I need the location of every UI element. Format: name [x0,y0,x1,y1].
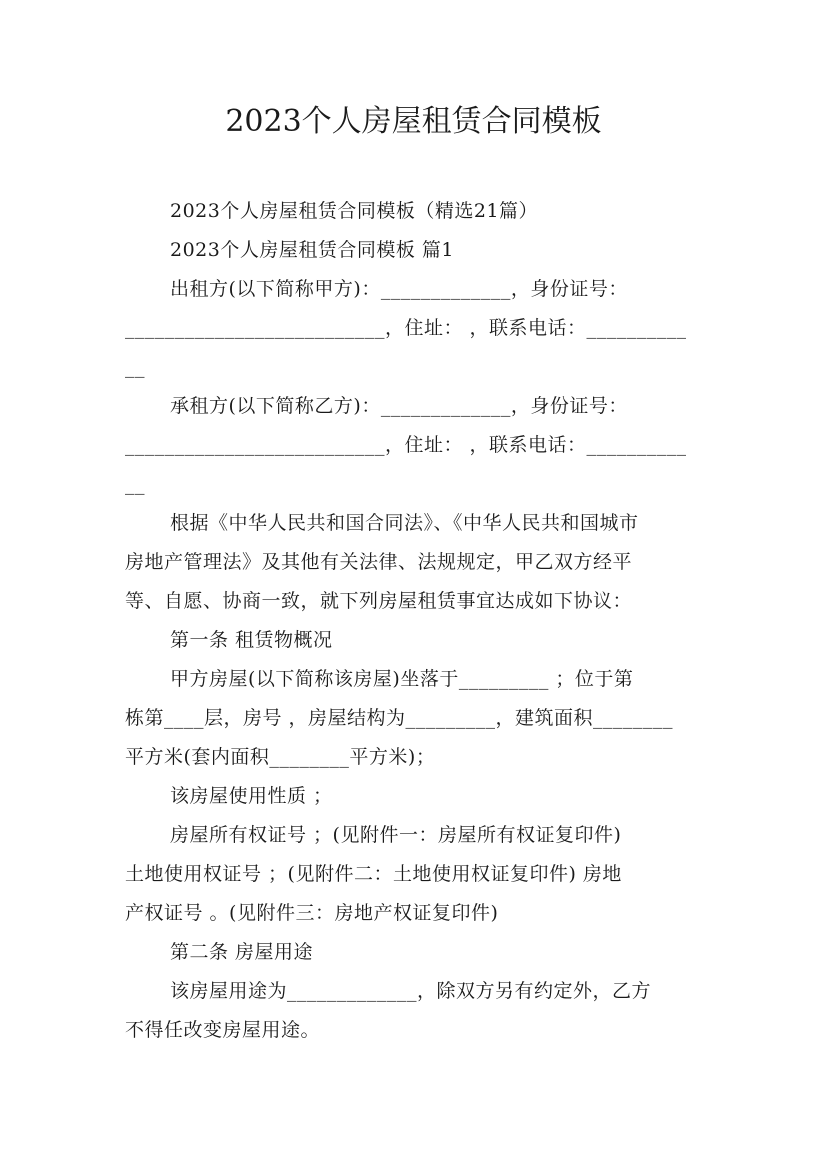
lessor-line-3: __ [125,356,145,378]
lessee-line-1: 承租方(以下简称乙方)：_____________，身份证号： [170,395,628,417]
lessee-line-2: __________________________，住址： ，联系电话：__________ [125,434,687,456]
article-1-line-1: 甲方房屋(以下简称该房屋)坐落于_________ ；位于第 [170,668,634,690]
certificate-line-1: 房屋所有权证号 ；(见附件一：房屋所有权证复印件) [170,824,622,846]
subtitle-line: 2023个人房屋租赁合同模板（精选21篇） [170,200,539,222]
article-1-heading: 第一条 租赁物概况 [170,629,333,651]
article-1-line-3: 平方米(套内面积________平方米)； [125,746,436,768]
lessee-line-3: __ [125,473,145,495]
section-heading: 2023个人房屋租赁合同模板 篇1 [170,239,454,261]
article-2-line-1: 该房屋用途为_____________，除双方另有约定外，乙方 [170,980,652,1002]
certificate-line-3: 产权证号 。(见附件三：房地产权证复印件) [125,902,499,924]
lessor-line-2: __________________________，住址： ，联系电话：__________ [125,317,687,339]
preamble-line-3: 等、自愿、协商一致，就下列房屋租赁事宜达成如下协议： [125,590,633,612]
article-1-line-2: 栋第____层，房号 ，房屋结构为_________，建筑面积________ [125,707,674,729]
preamble-line-1: 根据《中华人民共和国合同法》、《中华人民共和国城市 [170,512,639,534]
lessor-line-1: 出租方(以下简称甲方)：_____________，身份证号： [170,278,628,300]
preamble-line-2: 房地产管理法》及其他有关法律、法规规定，甲乙双方经平 [125,551,633,573]
article-2-line-2: 不得任改变房屋用途。 [125,1019,321,1041]
article-2-heading: 第二条 房屋用途 [170,941,314,963]
certificate-line-2: 土地使用权证号 ；(见附件二：土地使用权证复印件) 房地 [125,863,622,885]
usage-nature-line: 该房屋使用性质 ； [170,785,333,807]
document-title: 2023个人房屋租赁合同模板 [225,104,602,139]
